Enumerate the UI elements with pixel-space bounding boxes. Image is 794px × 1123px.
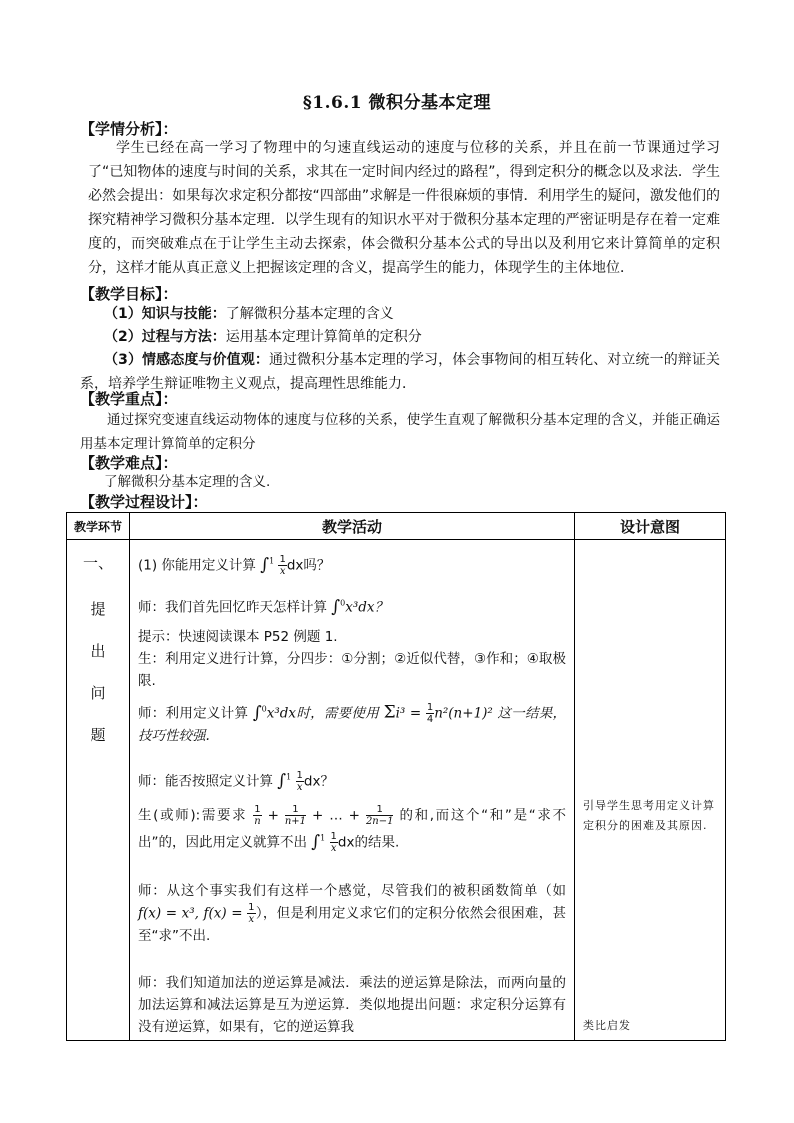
goal-1-label: （1）知识与技能： bbox=[104, 306, 226, 322]
teacher-line-4-end: ），但是利用定义求它们的定积分依然会很困难，甚至“求”不出. bbox=[138, 905, 566, 944]
integral-sign: ∫$^1$ bbox=[311, 831, 326, 852]
analysis-text: 学生已经在高一学习了物理中的匀速直线运动的速度与位移的关系，并且在前一节课通过学习了“已知物体的速度与时间的关系，求其在一定时间内经过的路程”，得到定积分的概念以及求法．学生必然会提出：如果每次求定积分都按“四部曲”求解是一件很麻烦的事情．利用学生的疑问，激发他们的探究精神学习微积分基本定理．以学生现有的知识水平对于微积分基本定理的严密证明是存在着一定难度的，而突破难点在于让学生主动去探索，体会微积分基本公式的导出以及利用它来计算简单的定积分，这样才能从真正意义上把握该定理的含义，提高学生的能力，体现学生的主体地位． bbox=[88, 140, 720, 276]
fraction-one-over-x: $\frac{1}{x}$ bbox=[279, 554, 286, 578]
sum-expression: i³ = bbox=[395, 705, 422, 722]
focus-heading: 【教学重点】： bbox=[80, 390, 178, 408]
student-line-2-text: 生(或师):需要求 bbox=[138, 807, 248, 824]
difficulty-heading: 【教学难点】： bbox=[80, 454, 178, 472]
goal-1 bbox=[104, 302, 744, 326]
stage-char-3: 问 bbox=[90, 684, 106, 702]
teacher-line-2 bbox=[138, 698, 566, 747]
goal-2-label: （2）过程与方法： bbox=[104, 329, 226, 345]
teacher-line-1-text: 师：我们首先回忆昨天怎样计算 bbox=[138, 599, 327, 616]
intent-1: 引导学生思考用定义计算定积分的困难及其原因. bbox=[583, 799, 715, 832]
fraction-one-over-x: $\frac{1}{x}$ bbox=[248, 902, 255, 925]
function-examples: f(x) = x³, f(x) = bbox=[138, 905, 243, 922]
hint-line: 提示：快速阅读课本 P52 例题 1. bbox=[138, 629, 338, 645]
teacher-line-3-end: dx？ bbox=[303, 773, 334, 790]
teacher-line-3-text: 师：能否按照定义计算 bbox=[138, 773, 273, 790]
teacher-line-5: 师：我们知道加法的逆运算是减法．乘法的逆运算是除法，而两向量的加法运算和减法运算是互为逆运算．类似地提出问题：求定积分运算有没有逆运算，如果有，它的逆运算我 bbox=[138, 975, 566, 1035]
stage-char-2: 出 bbox=[90, 642, 106, 660]
student-line-2-mid: 的和,而这个“和”是“求不出”的，因此用定义就算不出 bbox=[138, 807, 567, 851]
teacher-line-4 bbox=[138, 880, 566, 947]
goals-heading: 【教学目标】： bbox=[80, 285, 178, 303]
integral-sign: ∫$^1$ bbox=[260, 554, 275, 575]
intent-cell bbox=[575, 540, 726, 1041]
goal-2 bbox=[104, 325, 744, 349]
page-title: §1.6.1 微积分基本定理 bbox=[302, 93, 492, 113]
teacher-line-4-text: 师：从这个事实我们有这样一个感觉，尽管我们的被积函数简单（如 bbox=[138, 883, 566, 899]
goal-3-text: 通过微积分基本定理的学习，体会事物间的相互转化、对立统一的辩证关系，培养学生辩证唯物主义观点，提高理性思维能力． bbox=[80, 352, 720, 392]
question-1 bbox=[138, 550, 566, 577]
fraction-one-quarter: $\frac{1}{4}$ bbox=[426, 702, 434, 726]
question-1-text: (1) 你能用定义计算 bbox=[138, 557, 256, 574]
teacher-line-2-end: n²(n+1)² 这一结果，技巧性较强. bbox=[138, 705, 567, 745]
student-line-1: 生：利用定义进行计算，分四步：①分割；②近似代替，③作和；④取极限. bbox=[138, 651, 566, 689]
integral-sign: ∫$^1$ bbox=[277, 770, 292, 791]
teacher-line-1 bbox=[138, 592, 566, 619]
integral-sign: ∫$^0$ bbox=[252, 702, 267, 723]
teacher-line-3 bbox=[138, 766, 566, 793]
focus-text: 通过探究变速直线运动物体的速度与位移的关系，使学生直观了解微积分基本定理的含义，并能正确运用基本定理计算简单的定积分 bbox=[80, 412, 720, 452]
goal-3-label: （3）情感态度与价值观： bbox=[104, 352, 269, 368]
integral-sign: ∫$^0$ bbox=[331, 596, 346, 617]
sum-sign: Σ bbox=[383, 702, 396, 723]
stage-char-1: 提 bbox=[90, 600, 106, 618]
process-heading: 【教学过程设计】： bbox=[80, 493, 208, 511]
header-stage: 教学环节 bbox=[67, 513, 130, 540]
activity-cell bbox=[130, 540, 575, 1041]
teacher-line-1-end: x³dx？ bbox=[345, 599, 389, 616]
goal-1-text: 了解微积分基本定理的含义 bbox=[225, 306, 394, 322]
goal-2-text: 运用基本定理计算简单的定积分 bbox=[225, 329, 422, 345]
intent-2: 类比启发 bbox=[583, 1019, 631, 1032]
fraction-one-over-n: $\frac{1}{n}$ bbox=[254, 804, 261, 827]
student-line-2-end: dx的结果. bbox=[337, 834, 400, 851]
question-1-end: dx吗？ bbox=[286, 557, 331, 574]
teacher-line-2-text: 师：利用定义计算 bbox=[138, 705, 249, 722]
fraction-one-over-x: $\frac{1}{x}$ bbox=[296, 770, 303, 794]
student-line-2: 生(或师):需要求 $\frac{1}{n}$ + $\frac{1}{n+1}$ + … + $\frac{1}{2n-1}$ 的和,而这个“和”是“求不出”的，因此用定义就算不出 ∫$^1$ $\frac{1}{x}$ dx的结果. bbox=[138, 804, 567, 855]
fraction-one-over-n-plus-1: $\frac{1}{n+1}$ bbox=[284, 804, 307, 827]
teacher-line-2-mid: x³dx时，需要使用 bbox=[266, 705, 379, 722]
header-activity: 教学活动 bbox=[130, 513, 575, 540]
header-intent: 设计意图 bbox=[575, 513, 726, 540]
stage-cell bbox=[67, 540, 130, 1041]
process-table bbox=[66, 512, 726, 1041]
stage-number: 一、 bbox=[82, 554, 113, 572]
difficulty-text: 了解微积分基本定理的含义. bbox=[104, 474, 271, 490]
fraction-one-over-2n-minus-1: $\frac{1}{2n-1}$ bbox=[365, 804, 394, 827]
analysis-heading: 【学情分析】： bbox=[80, 120, 178, 138]
stage-char-4: 题 bbox=[90, 726, 106, 744]
ellipsis-plus: + … + bbox=[311, 807, 360, 824]
fraction-one-over-x: $\frac{1}{x}$ bbox=[330, 831, 337, 855]
